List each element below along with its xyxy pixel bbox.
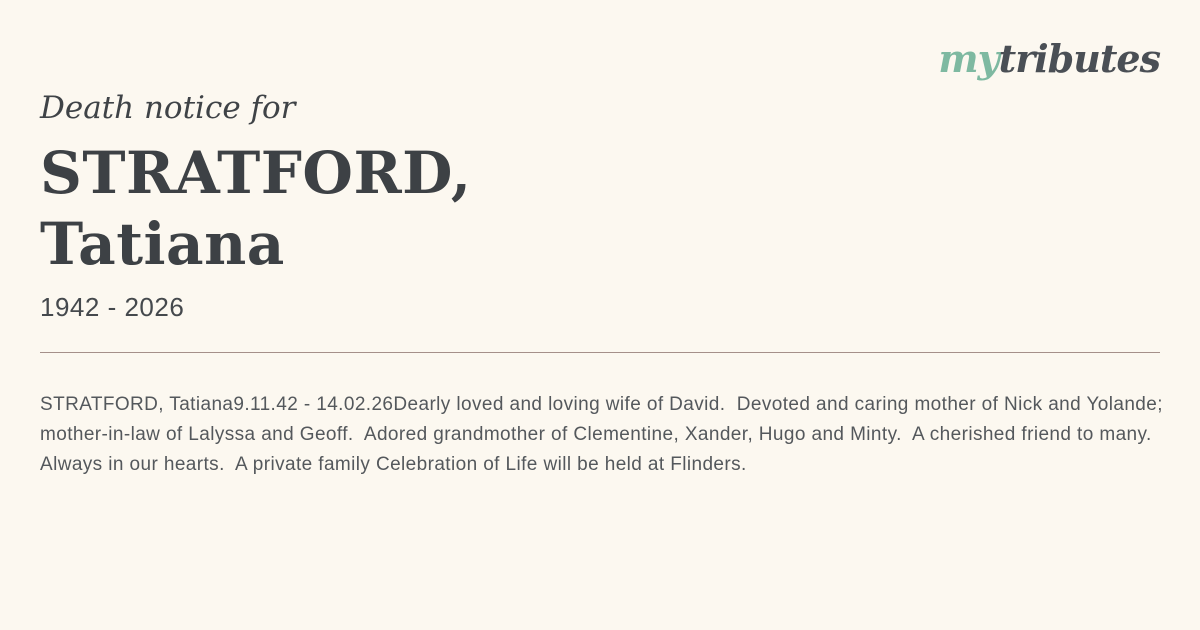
logo-tributes: tributes — [998, 36, 1160, 81]
deceased-firstname: Tatiana — [40, 210, 285, 278]
deceased-surname: STRATFORD, — [40, 139, 472, 207]
notice-body: STRATFORD, Tatiana9.11.42 - 14.02.26Dearly loved and loving wife of David. Devoted and caring mother of Nick and Yolande; mother-in-law of Lalyssa and Geoff. Adored grandmother of Clementine, Xander, Hugo and Minty. A cherished friend to many. Always in our hearts. A private family Celebration of Life will be held at Flinders. — [40, 394, 1169, 475]
divider-rule — [40, 352, 1160, 353]
notice-kicker: Death notice for — [40, 90, 296, 126]
logo-my: my — [938, 36, 999, 81]
deceased-name — [40, 138, 472, 280]
life-years: 1942 - 2026 — [40, 292, 185, 322]
mytributes-logo[interactable] — [938, 36, 1160, 81]
